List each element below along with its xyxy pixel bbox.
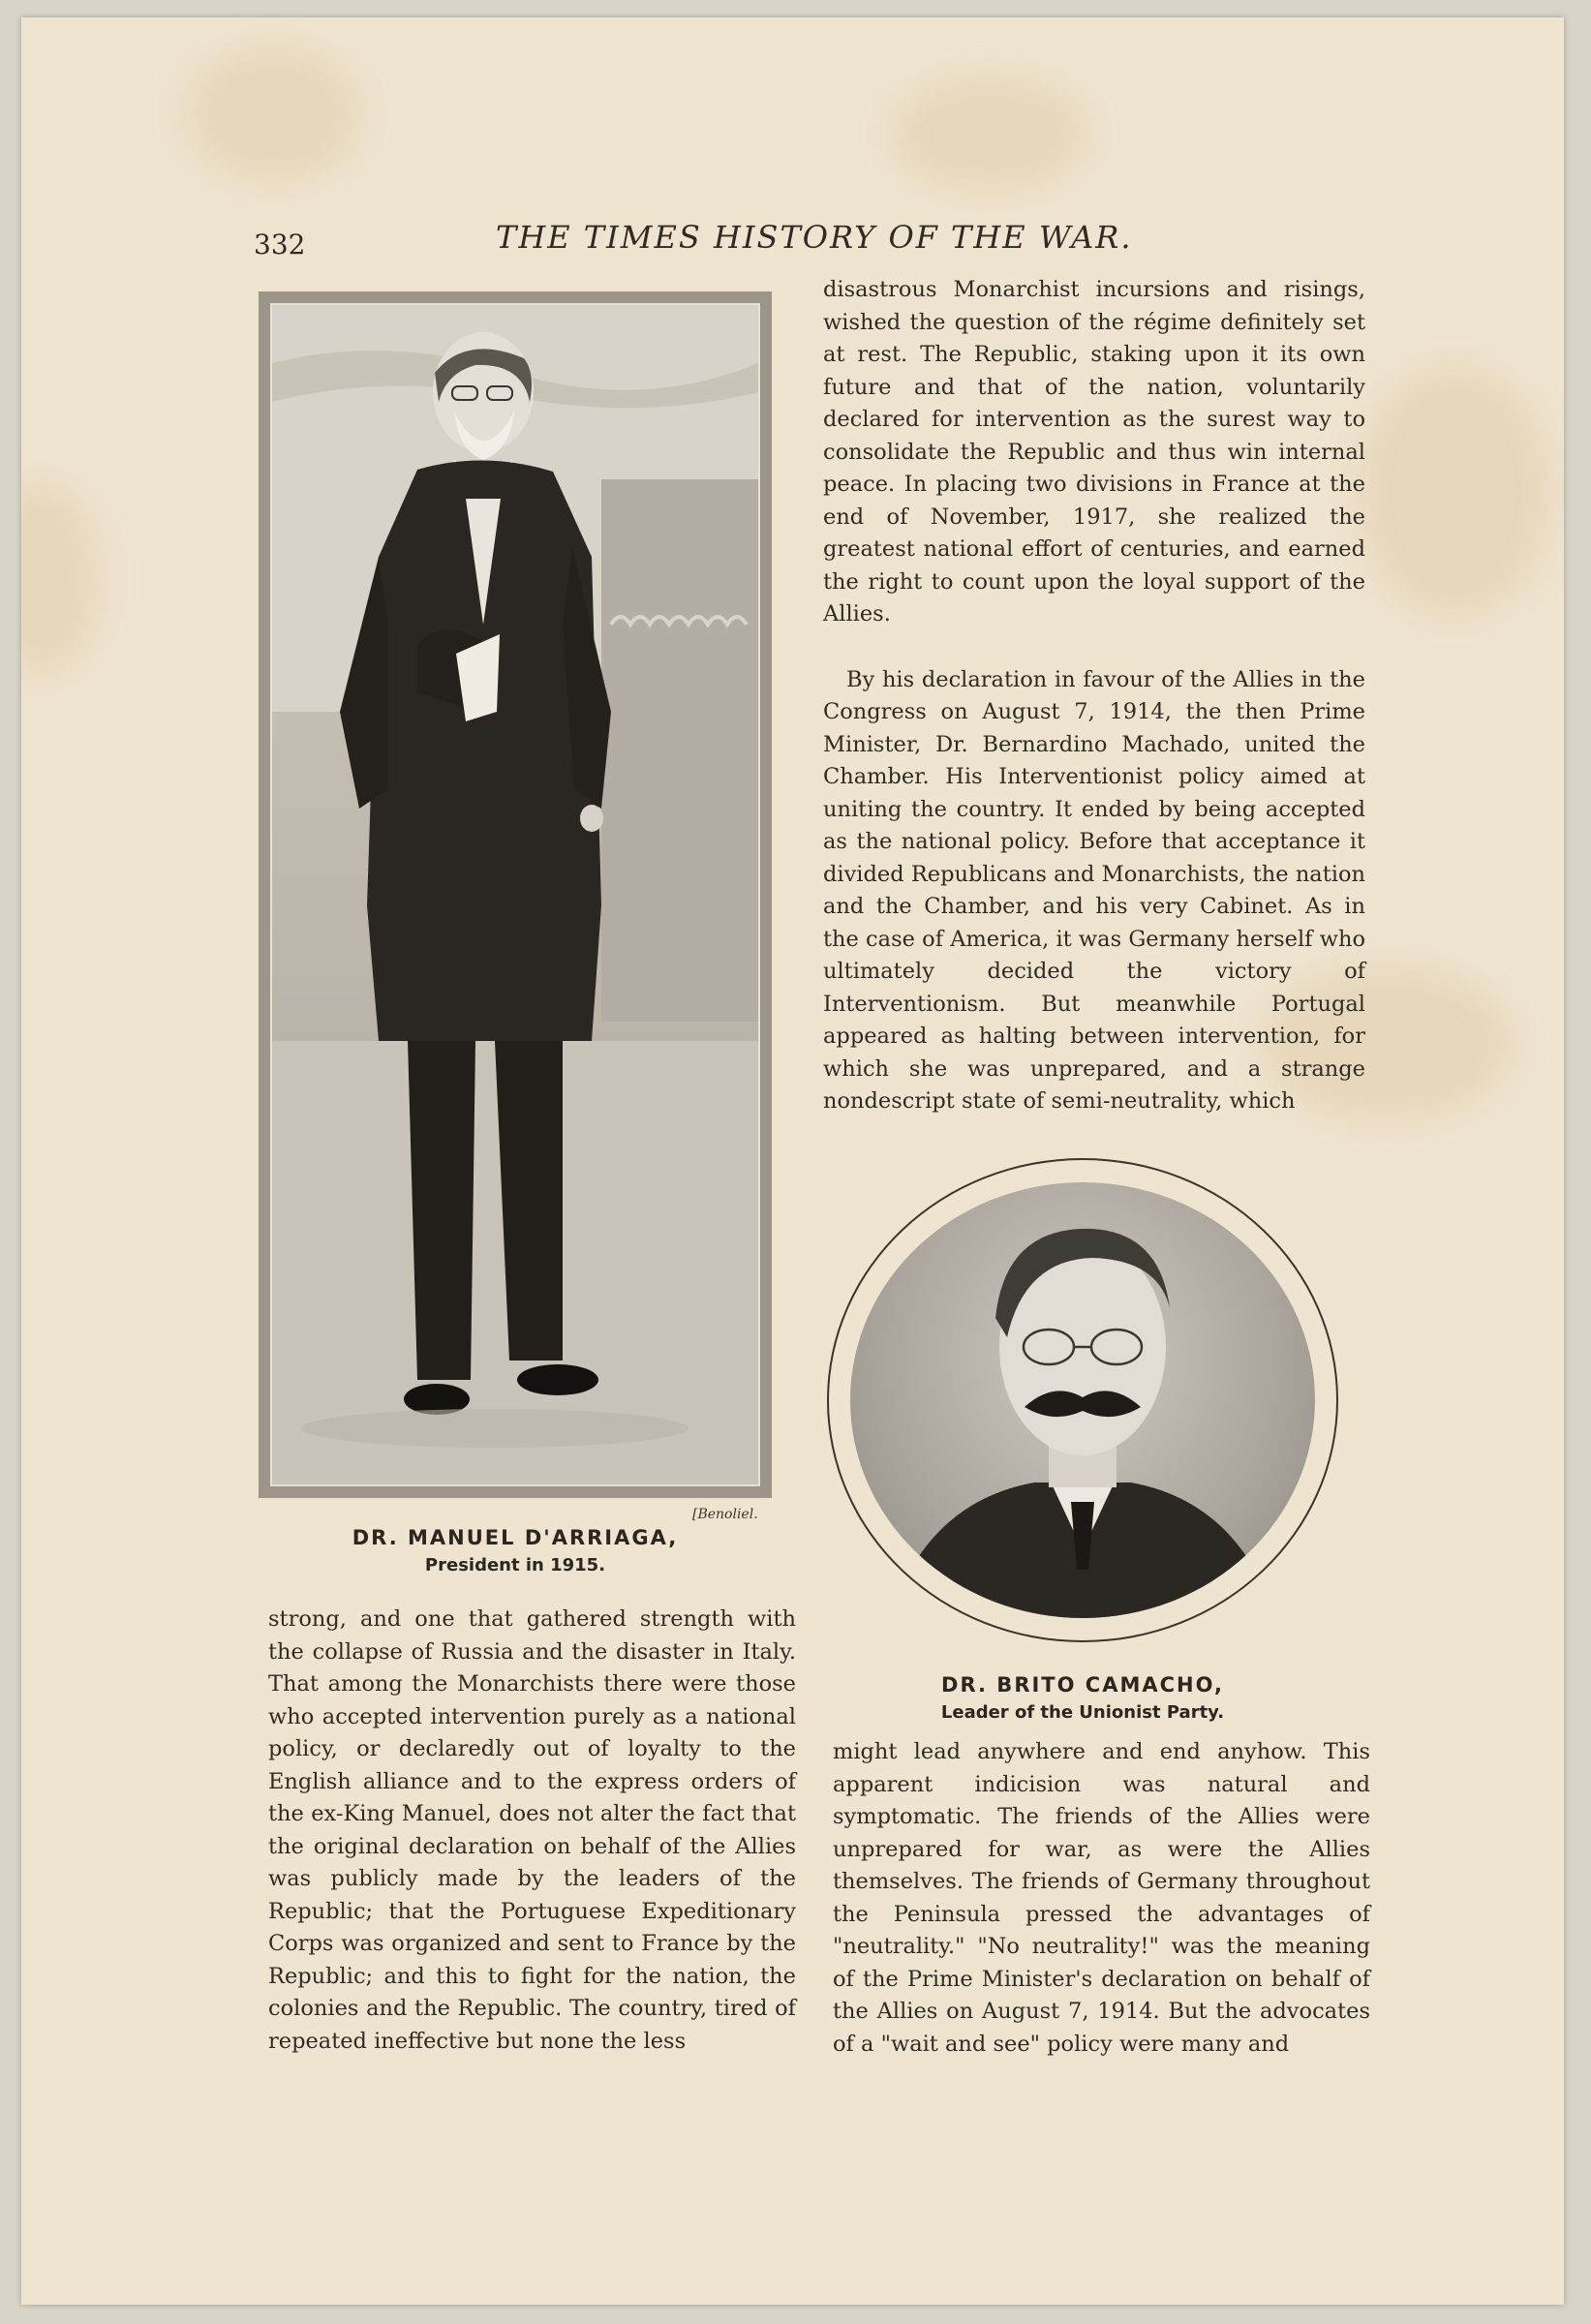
- caption-arriaga-role: President in 1915.: [424, 1555, 606, 1575]
- column-right-top: [823, 274, 1365, 1118]
- photo-arriaga: [259, 291, 772, 1498]
- standing-man-illustration: [272, 305, 758, 1484]
- paragraph: disastrous Monarchist incursions and risings, wished the question of the régime definitely set at rest. The Republic, staking upon it its own future and that of the nation, voluntarily declared for intervention as the surest way to consolidate the Republic and thus win internal peace. In placing two divisions in France at the end of November, 1917, she realized the greatest national effort of centuries, and earned the right to count upon the loyal support of the Allies.: [823, 277, 1365, 627]
- page-sheet: [21, 17, 1564, 2305]
- caption-camacho: [827, 1673, 1338, 1723]
- paragraph: might lead anywhere and end anyhow. This apparent indicision was natural and symptomatic. The friends of the Allies were unprepared for war, as were the Allies themselves. The friends of Germany throughout the Peninsula pressed the advantages of "neutrality." "No neutrality!" was the meaning of the Prime Minister's declaration on behalf of the Allies on August 7, 1914. But the advocates of a "wait and see" policy were many and: [833, 1739, 1370, 2057]
- column-left-bottom: [268, 1604, 796, 2058]
- caption-camacho-role: Leader of the Unionist Party.: [940, 1702, 1225, 1723]
- photo-camacho: [827, 1158, 1338, 1642]
- stain: [1358, 366, 1551, 618]
- stain: [186, 46, 360, 182]
- photo-arriaga-image: [270, 303, 760, 1486]
- bust-portrait-illustration: [850, 1182, 1315, 1618]
- caption-arriaga-name: DR. MANUEL D'ARRIAGA,: [352, 1526, 679, 1549]
- page-header: [21, 219, 1564, 267]
- caption-arriaga: [259, 1526, 772, 1575]
- photo-credit: [Benoliel.: [692, 1507, 758, 1522]
- paragraph: strong, and one that gathered strength with the collapse of Russia and the disaster in Italy. That among the Monarchists there were those who accepted intervention purely as a national policy, or declaredly out of loyalty to the English alliance and to the express orders of the ex-King Manuel, does not alter the fact that the original declaration on behalf of the Allies was publicly made by the leaders of the Republic; that the Portuguese Expeditionary Corps was organized and sent to France by the Republic; and this to fight for the nation, the colonies and the Republic. The country, tired of repeated ineffective but none the less: [268, 1606, 796, 2054]
- stain: [893, 76, 1086, 192]
- column-right-bottom: [833, 1736, 1370, 2061]
- caption-camacho-name: DR. BRITO CAMACHO,: [941, 1673, 1224, 1697]
- stain: [21, 482, 99, 676]
- photo-camacho-image: [850, 1182, 1315, 1618]
- paragraph: By his declaration in favour of the Allies in the Congress on August 7, 1914, the then Prime Minister, Dr. Bernardino Machado, united the Chamber. His Interventionist policy aimed at uniting the country. It ended by being accepted as the national policy. Before that acceptance it divided Republicans and Monarchists, the nation and the Chamber, and his very Cabinet. As in the case of America, it was Germany herself who ultimately decided the victory of Interventionism. But meanwhile Portugal appeared as halting between intervention, for which she was unprepared, and a strange nondescript state of semi-neutrality, which: [823, 666, 1365, 1114]
- running-title: THE TIMES HISTORY OF THE WAR.: [496, 219, 1133, 256]
- page-number: 332: [254, 229, 306, 260]
